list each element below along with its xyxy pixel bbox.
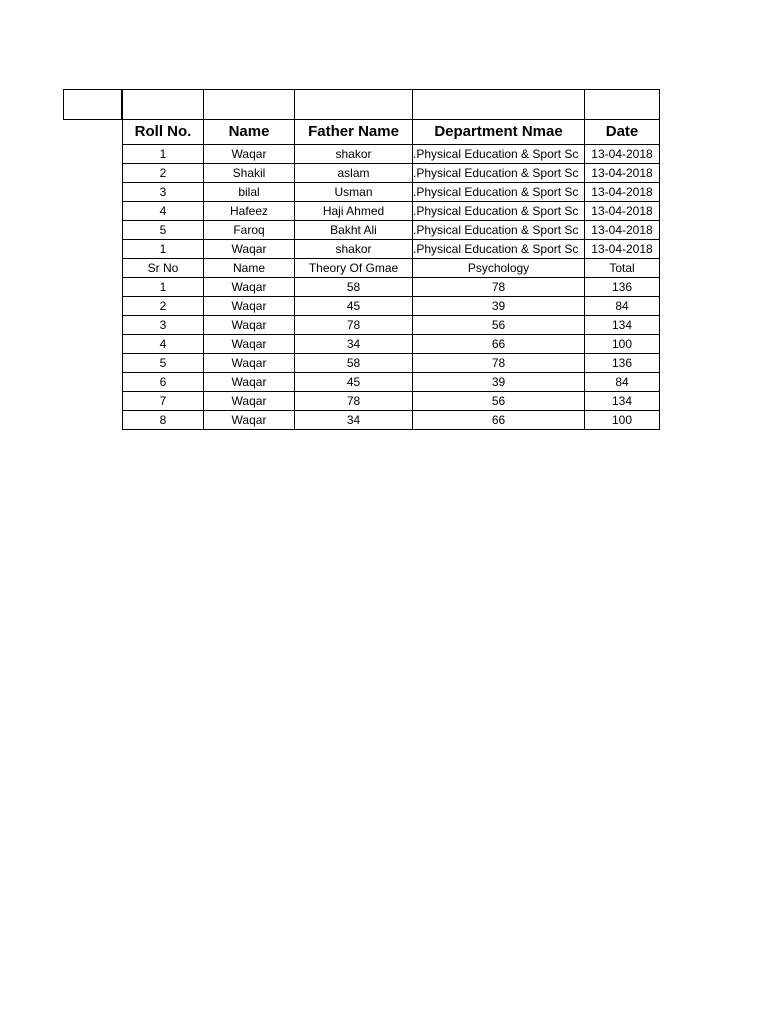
cell-date: 13-04-2018 — [585, 145, 660, 164]
cell-psychology: 78 — [413, 278, 585, 297]
cell-name: Waqar — [204, 335, 295, 354]
cell-theory-of-game: 78 — [295, 316, 413, 335]
cell-department: .Physical Education & Sport Sc — [413, 202, 585, 221]
cell-date: 13-04-2018 — [585, 221, 660, 240]
cell-name: Waqar — [204, 145, 295, 164]
cell-name: Waqar — [204, 297, 295, 316]
cell-theory-of-game: 34 — [295, 411, 413, 430]
marks-row — [123, 354, 660, 373]
cell-theory-of-game: 78 — [295, 392, 413, 411]
cell-father-name: Haji Ahmed — [295, 202, 413, 221]
cell-psychology: 66 — [413, 335, 585, 354]
cell-sr-no: 8 — [123, 411, 204, 430]
cell-name: Waqar — [204, 411, 295, 430]
student-row — [123, 183, 660, 202]
cell-sr-no: 1 — [123, 278, 204, 297]
cell-theory-of-game: 45 — [295, 297, 413, 316]
cell-name: Waqar — [204, 240, 295, 259]
cell-total: 136 — [585, 278, 660, 297]
spreadsheet-table — [122, 89, 660, 430]
empty-cell — [123, 90, 204, 120]
header-psychology: Psychology — [413, 259, 585, 278]
marks-row — [123, 373, 660, 392]
cell-total: 134 — [585, 316, 660, 335]
header-name: Name — [204, 259, 295, 278]
cell-roll-no: 4 — [123, 202, 204, 221]
cell-sr-no: 7 — [123, 392, 204, 411]
header-roll-no: Roll No. — [123, 120, 204, 145]
cell-department: .Physical Education & Sport Sc — [413, 164, 585, 183]
cell-father-name: aslam — [295, 164, 413, 183]
cell-theory-of-game: 45 — [295, 373, 413, 392]
cell-theory-of-game: 34 — [295, 335, 413, 354]
cell-name: Waqar — [204, 354, 295, 373]
empty-cell — [585, 90, 660, 120]
cell-department: .Physical Education & Sport Sc — [413, 145, 585, 164]
empty-row — [123, 90, 660, 120]
cell-psychology: 66 — [413, 411, 585, 430]
cell-name: Waqar — [204, 392, 295, 411]
cell-psychology: 78 — [413, 354, 585, 373]
cell-total: 84 — [585, 373, 660, 392]
cell-name: Shakil — [204, 164, 295, 183]
empty-cell — [204, 90, 295, 120]
empty-corner-cell — [63, 89, 122, 120]
cell-total: 136 — [585, 354, 660, 373]
cell-name: Hafeez — [204, 202, 295, 221]
student-row — [123, 221, 660, 240]
cell-roll-no: 3 — [123, 183, 204, 202]
cell-name: Faroq — [204, 221, 295, 240]
marks-row — [123, 316, 660, 335]
cell-department: .Physical Education & Sport Sc — [413, 183, 585, 202]
header-department: Department Nmae — [413, 120, 585, 145]
cell-date: 13-04-2018 — [585, 164, 660, 183]
cell-date: 13-04-2018 — [585, 202, 660, 221]
marks-row — [123, 392, 660, 411]
cell-roll-no: 2 — [123, 164, 204, 183]
header-father-name: Father Name — [295, 120, 413, 145]
cell-theory-of-game: 58 — [295, 278, 413, 297]
cell-sr-no: 6 — [123, 373, 204, 392]
cell-theory-of-game: 58 — [295, 354, 413, 373]
cell-name: Waqar — [204, 278, 295, 297]
cell-sr-no: 5 — [123, 354, 204, 373]
cell-total: 100 — [585, 411, 660, 430]
student-row — [123, 240, 660, 259]
cell-name: bilal — [204, 183, 295, 202]
cell-psychology: 39 — [413, 373, 585, 392]
marks-row — [123, 297, 660, 316]
marks-row — [123, 335, 660, 354]
cell-department: .Physical Education & Sport Sc — [413, 240, 585, 259]
header-date: Date — [585, 120, 660, 145]
cell-sr-no: 4 — [123, 335, 204, 354]
cell-psychology: 39 — [413, 297, 585, 316]
header-total: Total — [585, 259, 660, 278]
student-row — [123, 164, 660, 183]
header-theory-of-game: Theory Of Gmae — [295, 259, 413, 278]
marks-row — [123, 278, 660, 297]
cell-father-name: Usman — [295, 183, 413, 202]
empty-cell — [413, 90, 585, 120]
cell-sr-no: 2 — [123, 297, 204, 316]
cell-father-name: shakor — [295, 240, 413, 259]
student-row — [123, 202, 660, 221]
empty-cell — [295, 90, 413, 120]
header-sr-no: Sr No — [123, 259, 204, 278]
cell-department: .Physical Education & Sport Sc — [413, 221, 585, 240]
cell-date: 13-04-2018 — [585, 183, 660, 202]
cell-total: 134 — [585, 392, 660, 411]
marks-row — [123, 411, 660, 430]
cell-roll-no: 1 — [123, 145, 204, 164]
cell-psychology: 56 — [413, 316, 585, 335]
student-header-row — [123, 120, 660, 145]
cell-name: Waqar — [204, 373, 295, 392]
cell-date: 13-04-2018 — [585, 240, 660, 259]
cell-roll-no: 5 — [123, 221, 204, 240]
cell-father-name: shakor — [295, 145, 413, 164]
cell-total: 100 — [585, 335, 660, 354]
student-row — [123, 145, 660, 164]
cell-total: 84 — [585, 297, 660, 316]
cell-sr-no: 3 — [123, 316, 204, 335]
cell-father-name: Bakht Ali — [295, 221, 413, 240]
cell-roll-no: 1 — [123, 240, 204, 259]
header-name: Name — [204, 120, 295, 145]
cell-psychology: 56 — [413, 392, 585, 411]
marks-header-row — [123, 259, 660, 278]
cell-name: Waqar — [204, 316, 295, 335]
